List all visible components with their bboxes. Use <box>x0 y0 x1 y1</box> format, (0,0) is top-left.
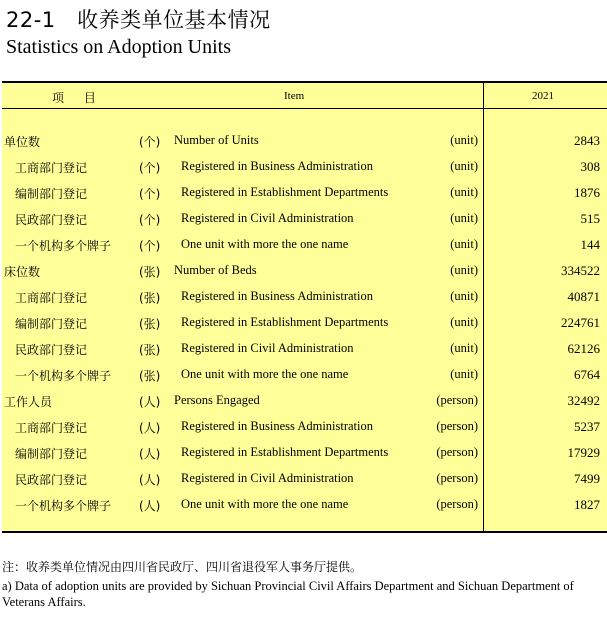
table-row <box>2 309 607 335</box>
table-row <box>2 153 607 179</box>
row-unit-cn: (张) <box>139 291 161 305</box>
row-unit-en: (person) <box>436 419 478 433</box>
row-unit-cn: (人) <box>139 499 161 513</box>
row-label-cn: 工商部门登记 <box>15 421 88 435</box>
table-header <box>2 83 607 109</box>
row-value: 308 <box>580 159 600 174</box>
row-value: 224761 <box>561 315 600 330</box>
row-value: 515 <box>580 211 600 226</box>
row-value: 1827 <box>574 497 600 512</box>
row-label-en: Registered in Establishment Departments <box>181 315 389 329</box>
table-row <box>2 257 607 283</box>
row-unit-cn: (个) <box>139 135 161 149</box>
row-label-en: Registered in Business Administration <box>181 289 374 303</box>
row-unit-en: (unit) <box>450 341 478 355</box>
row-label-cn: 一个机构多个牌子 <box>15 499 112 513</box>
note-en: a) Data of adoption units are provided by Sichuan Provincial Civil Affairs Department and Sichuan Department of Veterans Affairs. <box>2 579 574 609</box>
row-unit-en: (unit) <box>450 159 478 173</box>
row-unit-en: (person) <box>436 471 478 485</box>
header-item-en: Item <box>284 90 305 102</box>
page-title-cn: 22-1 收养类单位基本情况 <box>6 8 271 32</box>
row-unit-en: (unit) <box>450 263 478 277</box>
row-value: 5237 <box>574 419 600 434</box>
table-row <box>2 387 607 413</box>
row-unit-cn: (个) <box>139 213 161 227</box>
row-label-en: Number of Units <box>174 133 259 147</box>
row-unit-cn: (人) <box>139 421 161 435</box>
table-row <box>2 179 607 205</box>
row-unit-en: (person) <box>436 445 478 459</box>
row-unit-cn: (人) <box>139 395 161 409</box>
row-value: 2843 <box>574 133 600 148</box>
row-label-en: One unit with more the one name <box>181 237 349 251</box>
row-label-cn: 单位数 <box>4 135 41 149</box>
row-label-cn: 工商部门登记 <box>15 291 88 305</box>
header-item-cn: 项 目 <box>52 91 104 105</box>
row-unit-cn: (个) <box>139 187 161 201</box>
row-value: 40871 <box>567 289 600 304</box>
row-unit-cn: (人) <box>139 473 161 487</box>
row-label-en: Registered in Establishment Departments <box>181 445 389 459</box>
row-value: 1876 <box>574 185 600 200</box>
row-unit-en: (unit) <box>450 315 478 329</box>
row-label-cn: 编制部门登记 <box>15 447 88 461</box>
row-label-cn: 民政部门登记 <box>15 343 88 357</box>
header-year: 2021 <box>532 90 554 102</box>
note-cn: 注：收养类单位情况由四川省民政厅、四川省退役军人事务厅提供。 <box>2 560 363 574</box>
table-row <box>2 413 607 439</box>
row-unit-cn: (人) <box>139 447 161 461</box>
row-unit-cn: (张) <box>139 369 161 383</box>
table-row <box>2 491 607 517</box>
statistics-table <box>2 81 607 533</box>
row-unit-en: (unit) <box>450 211 478 225</box>
row-label-en: Registered in Civil Administration <box>181 471 354 485</box>
row-label-en: Persons Engaged <box>174 393 260 407</box>
table-row <box>2 335 607 361</box>
table-row <box>2 231 607 257</box>
row-label-cn: 民政部门登记 <box>15 213 88 227</box>
row-unit-en: (unit) <box>450 185 478 199</box>
row-label-en: Registered in Civil Administration <box>181 341 354 355</box>
row-value: 6764 <box>574 367 600 382</box>
row-value: 62126 <box>567 341 600 356</box>
row-label-cn: 工作人员 <box>4 395 53 409</box>
row-label-en: Registered in Establishment Departments <box>181 185 389 199</box>
page-title-en: Statistics on Adoption Units <box>6 36 232 58</box>
row-value: 144 <box>580 237 600 252</box>
row-value: 32492 <box>567 393 600 408</box>
row-label-cn: 民政部门登记 <box>15 473 88 487</box>
row-label-cn: 编制部门登记 <box>15 317 88 331</box>
row-label-cn: 床位数 <box>4 265 41 279</box>
row-unit-cn: (个) <box>139 161 161 175</box>
row-label-en: Registered in Business Administration <box>181 159 374 173</box>
row-unit-cn: (张) <box>139 343 161 357</box>
row-value: 17929 <box>567 445 600 460</box>
row-label-cn: 编制部门登记 <box>15 187 88 201</box>
row-unit-en: (person) <box>436 393 478 407</box>
row-unit-en: (person) <box>436 497 478 511</box>
table-row <box>2 465 607 491</box>
row-value: 334522 <box>561 263 600 278</box>
row-label-en: Number of Beds <box>174 263 257 277</box>
table-row <box>2 283 607 309</box>
row-unit-en: (unit) <box>450 289 478 303</box>
table-row <box>2 205 607 231</box>
row-label-cn: 一个机构多个牌子 <box>15 239 112 253</box>
table-row <box>2 361 607 387</box>
row-unit-en: (unit) <box>450 367 478 381</box>
row-unit-cn: (张) <box>139 265 161 279</box>
table-row <box>2 127 607 153</box>
row-unit-en: (unit) <box>450 237 478 251</box>
row-unit-en: (unit) <box>450 133 478 147</box>
row-label-en: Registered in Business Administration <box>181 419 374 433</box>
row-unit-cn: (个) <box>139 239 161 253</box>
row-label-cn: 工商部门登记 <box>15 161 88 175</box>
row-label-en: One unit with more the one name <box>181 497 349 511</box>
row-value: 7499 <box>574 471 600 486</box>
table-row <box>2 439 607 465</box>
row-unit-cn: (张) <box>139 317 161 331</box>
row-label-cn: 一个机构多个牌子 <box>15 369 112 383</box>
row-label-en: Registered in Civil Administration <box>181 211 354 225</box>
row-label-en: One unit with more the one name <box>181 367 349 381</box>
